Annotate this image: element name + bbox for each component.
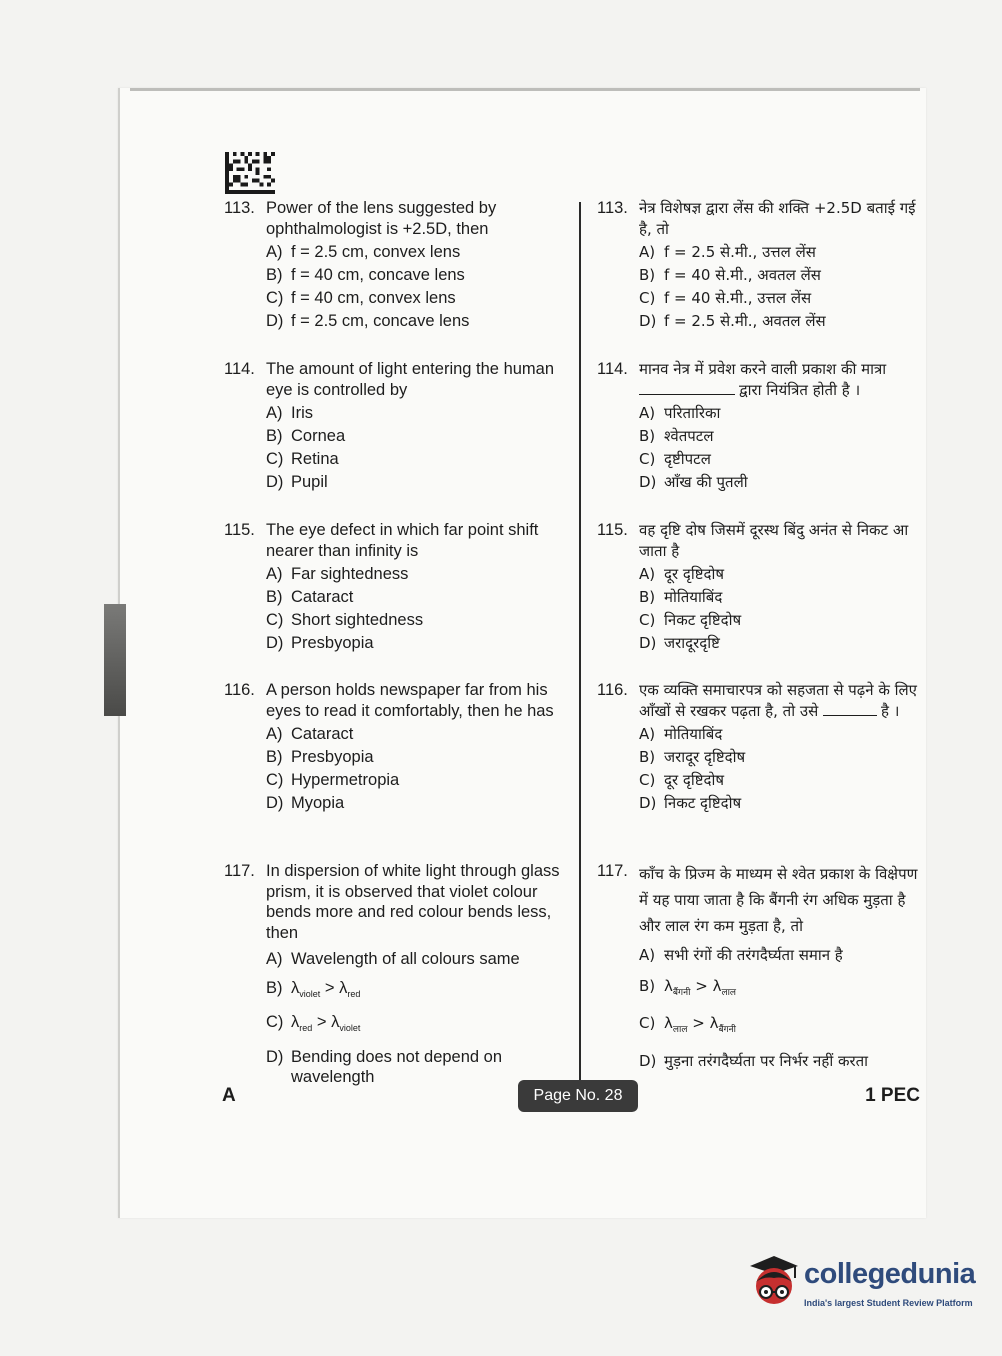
logo-tagline: India's largest Student Review Platform bbox=[804, 1298, 973, 1308]
question-113-en bbox=[224, 198, 569, 331]
question-117-hi bbox=[597, 861, 927, 1071]
question-number: 114. bbox=[224, 360, 255, 378]
option-c: C) $\lambda_{लाल} > \lambda_{बैंगनी}$ bbox=[639, 1014, 737, 1035]
option-b: B) Presbyopia bbox=[266, 747, 374, 766]
question-114-hi bbox=[597, 359, 927, 492]
question-number: 115. bbox=[224, 521, 255, 539]
question-number: 113. bbox=[224, 199, 255, 217]
mascot-icon bbox=[744, 1252, 802, 1316]
option-d: D) f = 2.5 से.मी., अवतल लेंस bbox=[639, 311, 826, 330]
qr-code-icon bbox=[224, 152, 276, 194]
option-b: B) Cataract bbox=[266, 587, 354, 606]
question-116-hi bbox=[597, 680, 927, 813]
question-text: The amount of light entering the human eye is controlled by bbox=[266, 360, 555, 399]
question-114-en bbox=[224, 359, 569, 492]
question-text: The eye defect in which far point shift nearer than infinity is bbox=[266, 521, 539, 560]
option-c: C) Hypermetropia bbox=[266, 770, 400, 789]
option-c: C) निकट दृष्टिदोष bbox=[639, 610, 742, 629]
option-a: A) परितारिका bbox=[639, 403, 721, 422]
option-d: D) Bending does not depend on wavelength bbox=[266, 1047, 503, 1086]
question-text: Power of the lens suggested by ophthalmologist is +2.5D, then bbox=[266, 199, 497, 238]
paper-code: 1 PEC bbox=[865, 1085, 920, 1106]
question-number: 116. bbox=[597, 681, 628, 699]
question-text: एक व्यक्ति समाचारपत्र को सहजता से पढ़ने के लिए आँखों से रखकर पढ़ता है, तो उसे है । bbox=[639, 681, 917, 720]
option-d: D) निकट दृष्टिदोष bbox=[639, 793, 742, 812]
question-number: 117. bbox=[597, 862, 628, 880]
option-d: D) Myopia bbox=[266, 793, 345, 812]
collegedunia-logo bbox=[744, 1248, 974, 1318]
option-b: B) f = 40 cm, concave lens bbox=[266, 265, 465, 284]
option-d: D) आँख की पुतली bbox=[639, 472, 748, 491]
edge-binding-mark bbox=[104, 604, 126, 716]
option-a: A) f = 2.5 cm, convex lens bbox=[266, 242, 461, 261]
option-c: C) Short sightedness bbox=[266, 610, 424, 629]
option-a: A) मोतियाबिंद bbox=[639, 724, 723, 743]
option-b: B) $\lambda_{violet} > \lambda_{red}$ bbox=[266, 978, 361, 999]
option-c: C) f = 40 cm, convex lens bbox=[266, 288, 456, 307]
option-d: D) जरादूरदृष्टि bbox=[639, 633, 720, 652]
question-113-hi bbox=[597, 198, 927, 331]
answer-blank bbox=[823, 715, 877, 716]
option-c: C) दृष्टीपटल bbox=[639, 449, 711, 468]
question-115-en bbox=[224, 520, 569, 653]
question-number: 116. bbox=[224, 681, 255, 699]
option-b: B) f = 40 से.मी., अवतल लेंस bbox=[639, 265, 821, 284]
question-117-en bbox=[224, 861, 569, 1088]
question-text: वह दृष्टि दोष जिसमें दूरस्थ बिंदु अनंत से निकट आ जाता है bbox=[639, 521, 909, 560]
option-c: C) $\lambda_{red} > \lambda_{violet}$ bbox=[266, 1013, 361, 1033]
option-a: A) दूर दृष्टिदोष bbox=[639, 564, 724, 583]
option-d: D) Presbyopia bbox=[266, 633, 374, 652]
question-number: 114. bbox=[597, 360, 628, 378]
option-b: B) Cornea bbox=[266, 426, 346, 445]
option-c: C) दूर दृष्टिदोष bbox=[639, 770, 724, 789]
option-b: B) $\lambda_{बैंगनी} > \lambda_{लाल}$ bbox=[639, 976, 737, 998]
question-text: नेत्र विशेषज्ञ द्वारा लेंस की शक्ति +2.5D बताई गई है, तो bbox=[639, 199, 916, 238]
paper-series: A bbox=[222, 1085, 236, 1106]
option-a: A) सभी रंगों की तरंगदैर्घ्यता समान है bbox=[639, 946, 843, 964]
page-number-badge: Page No. 28 bbox=[518, 1080, 638, 1112]
option-a: A) f = 2.5 से.मी., उत्तल लेंस bbox=[639, 242, 816, 261]
option-d: D) मुड़ना तरंगदैर्घ्यता पर निर्भर नहीं करता bbox=[639, 1051, 869, 1070]
option-a: A) Far sightedness bbox=[266, 564, 409, 583]
option-b: B) श्वेतपटल bbox=[639, 426, 714, 445]
option-a: A) Wavelength of all colours same bbox=[266, 950, 520, 968]
question-115-hi bbox=[597, 520, 927, 653]
option-d: D) f = 2.5 cm, concave lens bbox=[266, 311, 470, 330]
question-text: A person holds newspaper far from his eyes to read it comfortably, then he has bbox=[266, 681, 554, 720]
logo-name: collegedunia bbox=[804, 1258, 976, 1290]
option-a: A) Iris bbox=[266, 403, 313, 422]
option-d: D) Pupil bbox=[266, 472, 328, 491]
top-border bbox=[130, 88, 920, 91]
option-c: C) f = 40 से.मी., उत्तल लेंस bbox=[639, 288, 812, 307]
question-number: 113. bbox=[597, 199, 628, 217]
question-text: मानव नेत्र में प्रवेश करने वाली प्रकाश की मात्रा द्वारा नियंत्रित होती है । bbox=[639, 360, 887, 399]
option-c: C) Retina bbox=[266, 449, 339, 468]
answer-blank bbox=[639, 394, 735, 395]
option-b: B) जरादूर दृष्टिदोष bbox=[639, 747, 746, 766]
option-b: B) मोतियाबिंद bbox=[639, 587, 723, 606]
option-a: A) Cataract bbox=[266, 724, 354, 743]
question-number: 117. bbox=[224, 862, 255, 880]
question-text: काँच के प्रिज्म के माध्यम से श्वेत प्रकाश के विक्षेपण में यह पाया जाता है कि बैंगनी रंग अधिक मुड़ता है और लाल रंग कम मुड़ता है, तो bbox=[639, 865, 918, 935]
question-number: 115. bbox=[597, 521, 628, 539]
question-text: In dispersion of white light through glass prism, it is observed that violet colour bends more and red colour bends less, then bbox=[266, 862, 560, 942]
column-divider bbox=[579, 202, 581, 1080]
question-116-en bbox=[224, 680, 569, 813]
